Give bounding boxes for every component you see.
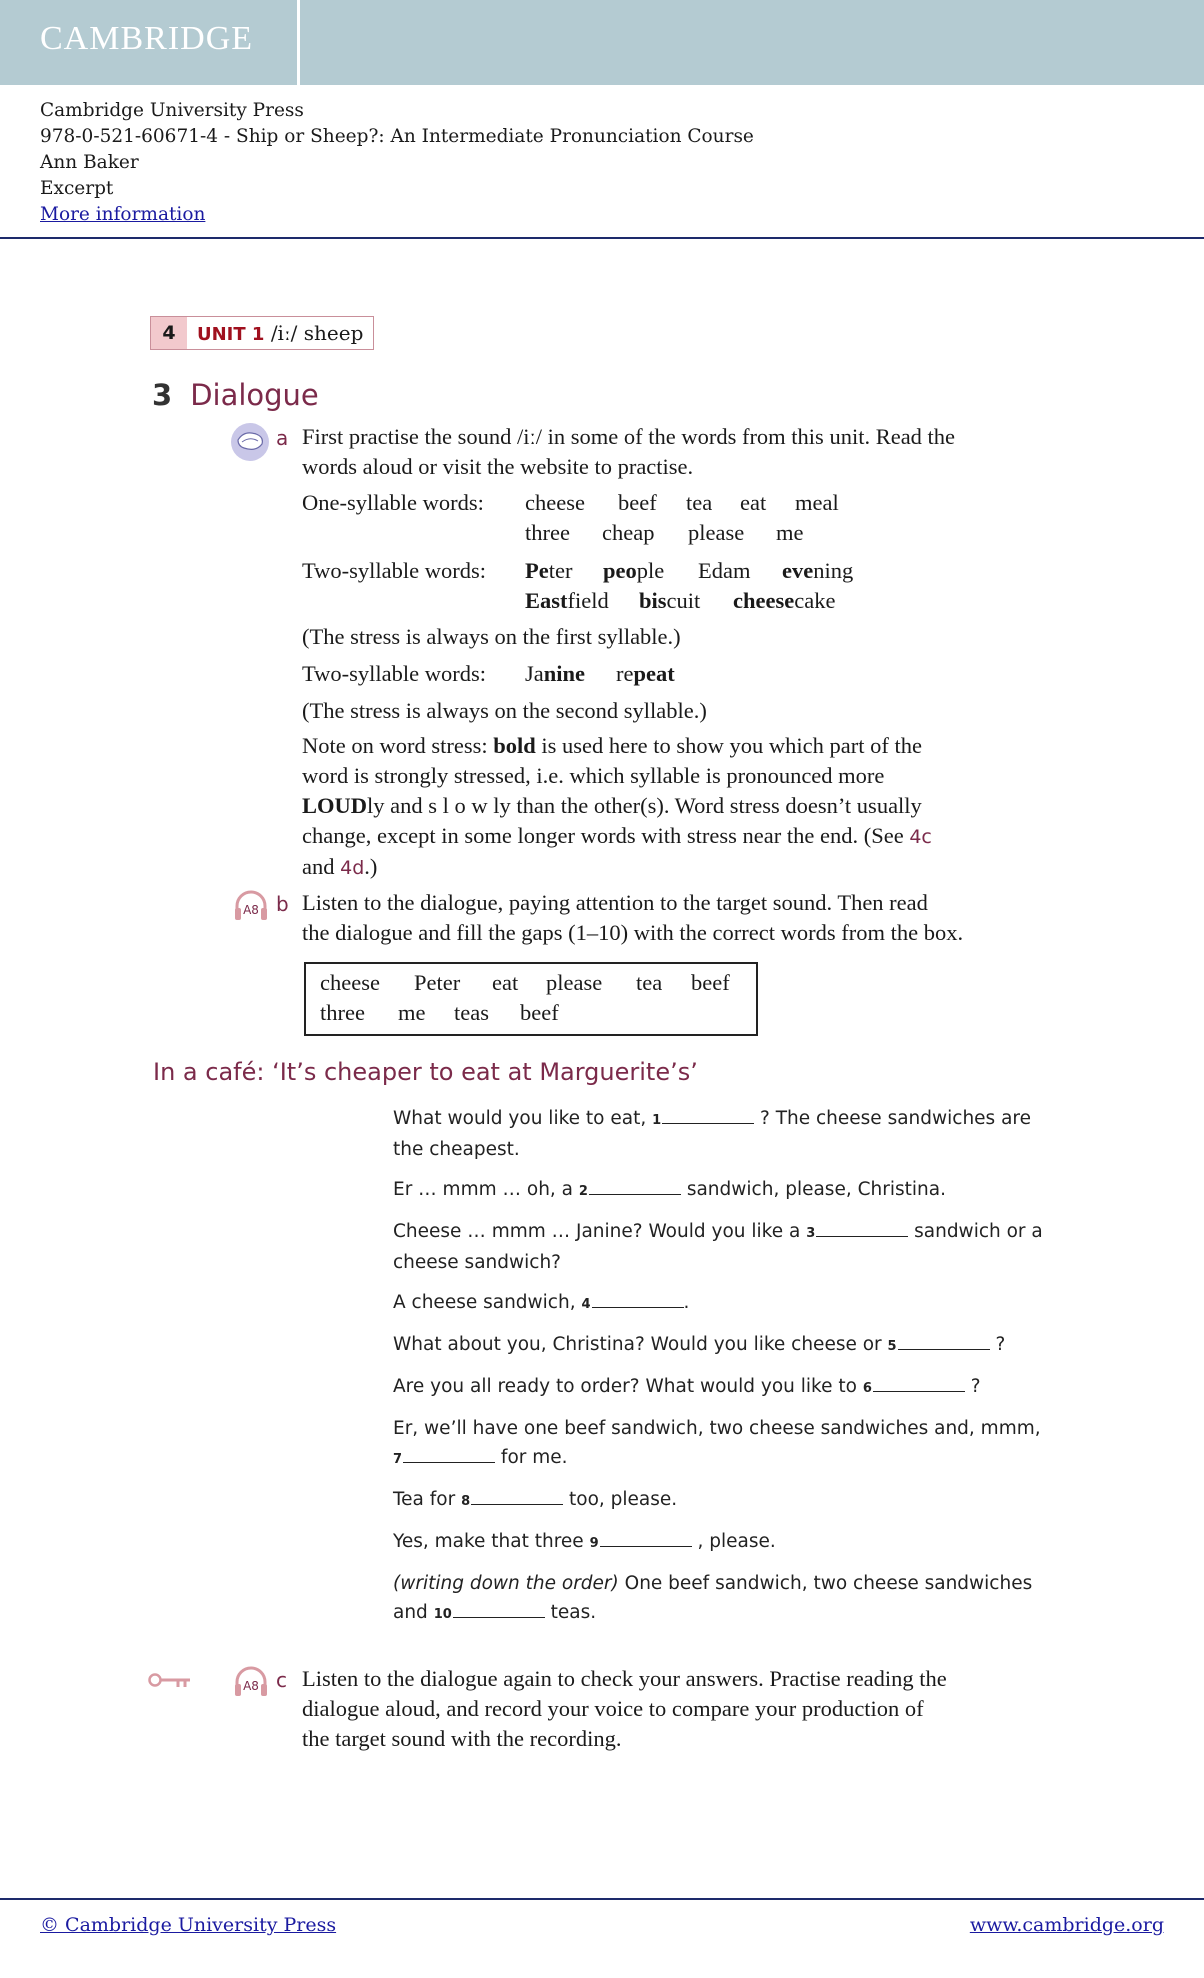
answer-gap[interactable] (600, 1528, 692, 1547)
unstressed-part: ple (636, 558, 665, 583)
line-text (393, 1175, 1053, 1206)
part-b-line1: Listen to the dialogue, paying attention to the target sound. Then read (302, 890, 928, 915)
line-text (393, 1104, 1053, 1164)
unstressed-part: Ja (525, 661, 544, 686)
stressed-part: peat (633, 661, 675, 686)
box-word: tea (636, 970, 663, 995)
box-word: teas (454, 1000, 489, 1025)
gap-number: 1 (652, 1113, 662, 1128)
stress-first-note: (The stress is always on the first syllable.) (302, 624, 681, 649)
cross-reference-4d[interactable]: 4d (340, 857, 365, 879)
word: cheap (602, 520, 655, 545)
box-word: three (320, 1000, 365, 1025)
line-text (393, 1414, 1053, 1474)
unstressed-part: ter (548, 558, 573, 583)
line-text (393, 1217, 1053, 1277)
word: beef (618, 490, 657, 515)
text: One beef sandwich, two cheese sandwiches (618, 1573, 1033, 1594)
line-text (393, 1569, 1053, 1629)
text: Er … mmm … oh, a (393, 1179, 579, 1200)
text: , please. (691, 1531, 776, 1552)
unstressed-part: re (616, 661, 634, 686)
gap-number: 10 (433, 1607, 452, 1622)
stressed-part: cheese (733, 588, 795, 613)
gap-number: 9 (589, 1536, 599, 1551)
gap-number: 3 (806, 1226, 816, 1241)
word: eat (740, 490, 767, 515)
word: three (525, 520, 570, 545)
text: too, please. (563, 1489, 678, 1510)
header-banner (0, 0, 1204, 85)
unstressed-part: Edam (698, 558, 751, 583)
part-a-line1: First practise the sound /iː/ in some of the words from this unit. Read the (302, 424, 956, 449)
part-c-line1: Listen to the dialogue again to check your answers. Practise reading the (302, 1666, 947, 1691)
line-text (393, 1372, 1053, 1403)
part-a-letter: a (276, 426, 289, 450)
word-box (304, 962, 758, 1036)
unstressed-part: cake (794, 588, 836, 613)
text: What about you, Christina? Would you like cheese or (393, 1334, 888, 1355)
gap-number: 2 (578, 1184, 588, 1199)
gap-number: 5 (887, 1339, 897, 1354)
answer-key-icon[interactable] (148, 1668, 192, 1692)
unit-number: UNIT 1 (197, 324, 265, 345)
website-sheep-icon[interactable] (230, 422, 270, 462)
answer-gap[interactable] (453, 1599, 545, 1618)
box-word: me (398, 1000, 426, 1025)
section-title (152, 378, 319, 412)
box-word: Peter (414, 970, 461, 995)
footer-rule (0, 1898, 1204, 1900)
note-text: change, except in some longer words with stress near the end. (See (302, 823, 910, 848)
part-c-letter: c (276, 1668, 287, 1692)
answer-gap[interactable] (403, 1444, 495, 1463)
line-text (393, 1288, 1053, 1319)
author: Ann Baker (40, 152, 139, 173)
two-syllable-label: Two-syllable words: (302, 558, 487, 583)
part-b-letter: b (276, 892, 289, 916)
unit-tag (150, 316, 374, 350)
text: Are you all ready to order? What would you like to (393, 1376, 863, 1397)
word (525, 659, 585, 689)
text: teas. (544, 1602, 597, 1623)
word: please (688, 520, 745, 545)
website-link[interactable]: www.cambridge.org (969, 1914, 1164, 1936)
word (525, 556, 572, 586)
text: sandwich, please, Christina. (680, 1179, 946, 1200)
box-word: cheese (320, 970, 380, 995)
unstressed-part: field (567, 588, 609, 613)
stressed-part: nine (543, 661, 586, 686)
brand-logo: CAMBRIDGE (40, 20, 254, 57)
unit-label (187, 321, 373, 345)
text: ? (964, 1376, 981, 1397)
banner-divider (297, 0, 300, 85)
part-b-line2: the dialogue and fill the gaps (1–10) with the correct words from the box. (302, 920, 964, 945)
text: for me. (495, 1447, 568, 1468)
word (733, 586, 835, 616)
stress-second-note: (The stress is always on the second syllable.) (302, 698, 707, 723)
excerpt-label: Excerpt (40, 178, 114, 199)
line-text (393, 1527, 1053, 1558)
text: Yes, make that three (393, 1531, 590, 1552)
unstressed-part: cuit (666, 588, 701, 613)
audio-track-label: A8 (243, 903, 259, 917)
line-text (393, 1330, 1053, 1361)
word (782, 556, 853, 586)
gap-number: 7 (393, 1452, 403, 1467)
gap-number: 6 (862, 1381, 872, 1396)
audio-track-label: A8 (243, 1679, 259, 1693)
one-syllable-label: One-syllable words: (302, 490, 484, 515)
text: cheese sandwich? (393, 1252, 561, 1273)
book-metadata (40, 98, 754, 228)
note-text: Note on word stress: (302, 733, 494, 758)
section-number: 3 (152, 378, 173, 412)
box-word: please (546, 970, 603, 995)
word (616, 659, 675, 689)
text: What would you like to eat, (393, 1108, 653, 1129)
answer-gap[interactable] (898, 1331, 990, 1350)
box-word: beef (520, 1000, 559, 1025)
note-bold: bold (493, 733, 536, 758)
text: sandwich or a (908, 1221, 1043, 1242)
section-name: Dialogue (190, 378, 319, 412)
text: the cheapest. (393, 1139, 520, 1160)
audio-track-icon[interactable] (233, 1664, 269, 1700)
note-bold: LOUD (302, 793, 368, 818)
word (603, 556, 664, 586)
answer-gap[interactable] (592, 1289, 684, 1308)
answer-gap[interactable] (662, 1105, 754, 1124)
answer-gap[interactable] (816, 1218, 908, 1237)
stage-direction: (writing down the order) (393, 1573, 619, 1594)
text: ? (989, 1334, 1006, 1355)
text: A cheese sandwich, (393, 1292, 582, 1313)
part-a-instructions (302, 422, 1062, 482)
note-text: word is strongly stressed, i.e. which syllable is pronounced more (302, 763, 885, 788)
note-text: is used here to show you which part of the (535, 733, 922, 758)
note-text: .) (364, 854, 378, 879)
word: me (776, 520, 804, 545)
unit-sound: /iː/ sheep (270, 321, 364, 345)
stressed-part: bis (639, 588, 667, 613)
text: Tea for (393, 1489, 462, 1510)
more-information-link[interactable]: More information (40, 204, 206, 225)
line-text (393, 1485, 1053, 1516)
note-text: ly and s l o w ly than the other(s). Word stress doesn’t usually (367, 793, 922, 818)
text: . (683, 1292, 690, 1313)
stressed-part: Pe (525, 558, 549, 583)
part-b-instructions (302, 888, 1092, 948)
part-c-line3: the target sound with the recording. (302, 1726, 622, 1751)
isbn-title: 978-0-521-60671-4 - Ship or Sheep?: An Intermediate Pronunciation Course (40, 126, 754, 147)
word: cheese (525, 490, 585, 515)
text: Er, we’ll have one beef sandwich, two cheese sandwiches and, mmm, (393, 1418, 1041, 1439)
stressed-part: eve (782, 558, 814, 583)
dialogue-title: In a café: ‘It’s cheaper to eat at Marguerite’s’ (153, 1058, 698, 1086)
page-number: 4 (151, 317, 187, 349)
copyright-link[interactable]: © Cambridge University Press (40, 1914, 337, 1936)
audio-track-icon[interactable] (233, 888, 269, 924)
word (698, 556, 750, 586)
unstressed-part: ning (813, 558, 854, 583)
part-c-instructions (302, 1664, 1092, 1754)
publisher: Cambridge University Press (40, 100, 304, 121)
stressed-part: East (525, 588, 568, 613)
answer-gap[interactable] (471, 1486, 563, 1505)
text: ? The cheese sandwiches are (754, 1108, 1031, 1129)
box-word: eat (492, 970, 519, 995)
header-rule (0, 237, 1204, 239)
cross-reference-4c[interactable]: 4c (909, 826, 932, 848)
answer-gap[interactable] (589, 1176, 681, 1195)
word: tea (686, 490, 713, 515)
word: meal (795, 490, 839, 515)
answer-gap[interactable] (873, 1373, 965, 1392)
gap-number: 8 (461, 1494, 471, 1509)
stressed-part: peo (603, 558, 637, 583)
part-a-line2: words aloud or visit the website to practise. (302, 454, 694, 479)
part-c-line2: dialogue aloud, and record your voice to compare your production of (302, 1696, 924, 1721)
note-text: and (302, 854, 341, 879)
word-stress-note (302, 731, 1062, 883)
text: and (393, 1602, 434, 1623)
box-word: beef (691, 970, 730, 995)
text: Cheese … mmm … Janine? Would you like a (393, 1221, 807, 1242)
word (639, 586, 700, 616)
word (525, 586, 609, 616)
gap-number: 4 (581, 1297, 591, 1312)
two-syllable-label-2: Two-syllable words: (302, 661, 487, 686)
